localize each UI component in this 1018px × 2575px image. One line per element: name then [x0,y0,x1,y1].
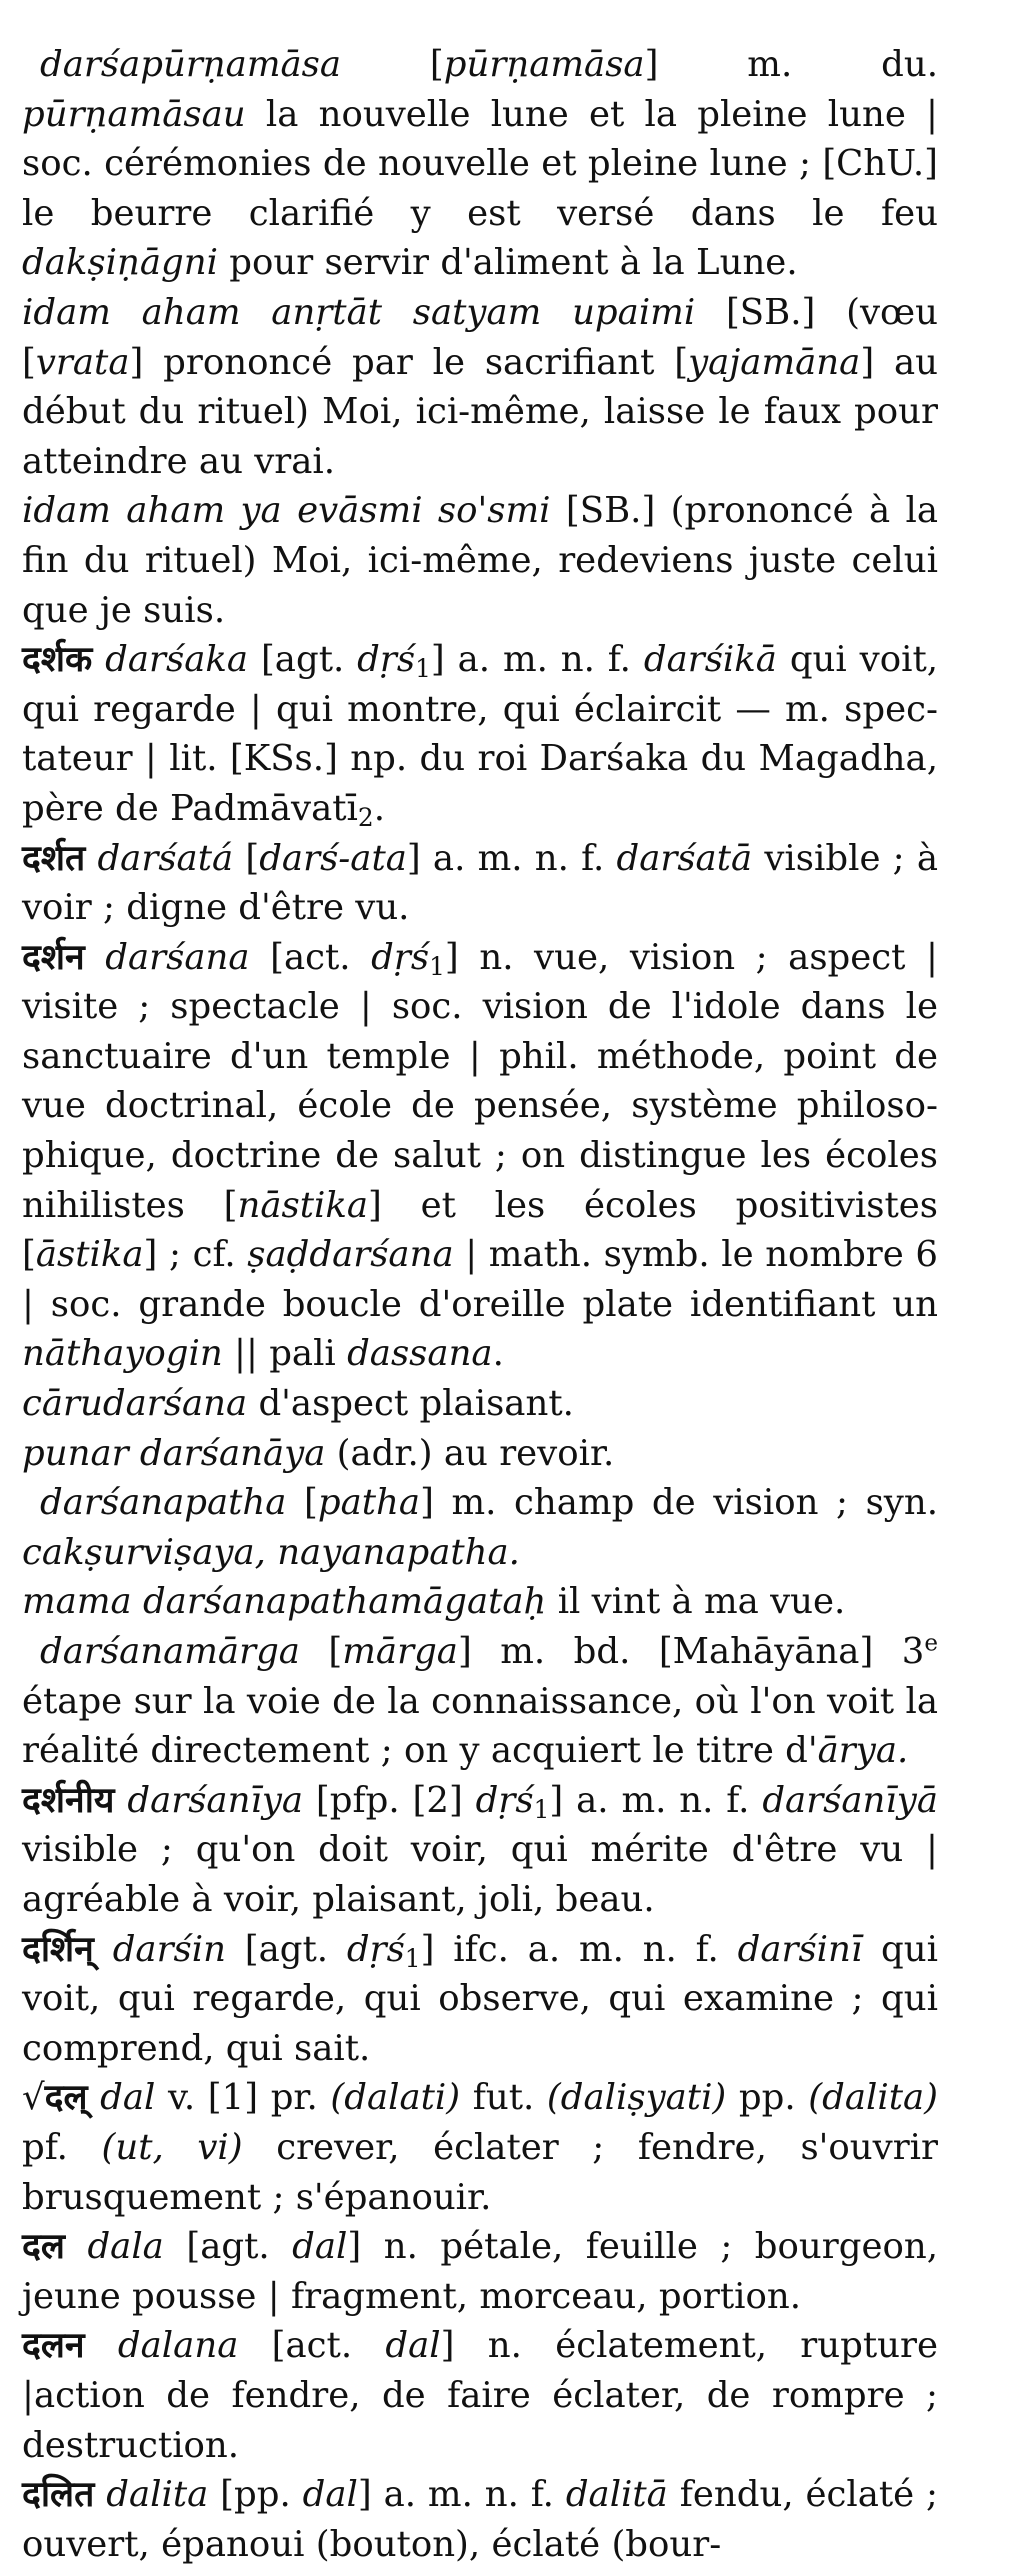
definition: [SB.] (prononcé à la fin du rituel) Moi, ici-même, redeviens juste celui que je suis. [22,490,939,631]
entry-darsaka [22,635,938,833]
etymology: pūrṇamāsa [443,44,645,85]
headword: darśaka [105,639,249,681]
superscript: e [924,1630,938,1657]
text: [agt. [248,639,358,681]
subscript: 1 [429,951,445,981]
text: fut. [460,2077,547,2119]
entry-darsata [22,834,938,933]
root: dṛś [371,936,430,978]
entry-darsin [22,1925,938,2074]
root: dal [385,2325,441,2367]
entry-dalita [22,2470,938,2569]
text: . [492,1333,504,1375]
entry-idam-aham-anrtat [22,288,938,486]
text: ] ; cf. [143,1234,248,1276]
root: dṛś [346,1928,405,1970]
text: ] a. m. n. f. [549,1779,763,1821]
text: ] a. m. n. f. [430,639,644,681]
term: nāstika [237,1184,369,1226]
term: vrata [35,341,130,383]
definition: il vint à ma vue. [546,1581,846,1623]
etymology: patha [317,1482,421,1524]
form: (daliṣyati) [546,2077,727,2119]
devanagari-headword: दर्शक [22,639,93,681]
form: (ut, vi) [101,2126,243,2168]
term: dakṣiṇāgni [22,242,218,284]
definition: visible ; à voir ; digne d'être vu. [22,837,938,929]
definition: | math. symb. le nombre 6 | soc. grande boucle d'oreille plate identifiant un [22,1234,938,1325]
text: [agt. [163,2226,293,2268]
definition: qui voit, qui regarde | qui montre, qui éclaircit — m. spectateur | lit. [KSs.] np. du roi Darśaka du Magadha, père de Padmāvatī [22,639,938,829]
headword: dalana [117,2325,239,2367]
text: pf. [22,2126,102,2168]
definition: visible ; qu'on doit voir, qui mérite d'être vu | agréable à voir, plaisant, joli, beau. [22,1829,938,1920]
definition: étape sur la voie de la connaissance, où l'on voit la réalité directement ; on y acquiert le titre d' [22,1680,938,1772]
form: dalitā [565,2474,668,2516]
text: [pp. [208,2474,303,2516]
text: [ [286,1482,318,1524]
entry-idam-aham-ya [22,486,938,635]
term: āstika [35,1234,144,1276]
text: ] ifc. a. m. n. f. [420,1928,738,1970]
text: [agt. [225,1928,347,1970]
definition: ] m. bd. [Mahāyāna] 3 [457,1631,925,1672]
term: ārya. [817,1730,909,1772]
root: dṛś [475,1779,534,1821]
text: [act. [238,2325,386,2367]
headword: darśapūrṇamāsa [40,44,342,85]
headword: darśanamārga [40,1631,300,1672]
entry-punar-darsanaya [22,1429,938,1479]
form: darśatā [616,837,753,879]
headword: darśanapatha [40,1482,287,1524]
devanagari-headword: दर्शन [22,936,85,978]
subscript: 1 [533,1794,550,1824]
definition: la nouvelle lune et la pleine lune | soc. cérémonies de nouvelle et pleine lune ; [ChU.] le beurre clarifié y est versé dans le feu [22,93,938,234]
definition: ] n. éclatement, rupture |action de fendre, de faire éclater, de rompre ; destruction. [22,2325,938,2466]
devanagari-headword: दर्शिन् [22,1928,94,1970]
root-sign: √ [22,2077,45,2119]
text: pp. [726,2077,809,2119]
text: ] a. m. n. f. [357,2474,566,2516]
text: v. [1] pr. [155,2077,331,2119]
etymology: darś-ata [259,837,407,879]
text: ] m. du. [644,44,938,85]
phrase: mama darśanapathamāgataḥ [22,1581,547,1623]
definition: ] m. champ de vision ; syn. [420,1482,938,1524]
form: pūrṇamāsau [22,93,246,135]
entry-darsanapatha [22,1478,938,1577]
form: (dalita) [808,2077,938,2119]
term: ṣaḍdarśana [247,1234,454,1276]
headword: darśana [105,936,250,978]
subscript: 2 [357,803,374,833]
definition: crever, éclater ; fendre, s'ouvrir brusquement ; s'épanouir. [22,2126,939,2218]
entry-darsanamarga [22,1627,938,1776]
text: ] a. m. n. f. [406,837,617,879]
entry-carudarsana [22,1379,938,1429]
definition: d'aspect plaisant. [247,1383,574,1425]
text: [ [341,44,444,85]
text: [act. [249,936,372,978]
headword: darśanīya [127,1779,304,1821]
entry-mama [22,1577,938,1627]
etymology: mārga [342,1631,458,1672]
devanagari-headword: दर्शनीय [22,1779,115,1821]
definition: (adr.) au revoir. [325,1432,615,1474]
entry-dalana [22,2321,938,2470]
term: nāthayogin [22,1333,223,1375]
headword: dal [100,2077,156,2119]
headword: dalita [106,2474,209,2516]
phrase: punar darśanāya [22,1432,326,1474]
entry-dala [22,2222,938,2321]
devanagari-headword: दलन [22,2325,85,2367]
text: . [373,787,385,829]
text: [ [233,837,260,879]
text: ] prononcé par le sacrifiant [ [129,341,689,383]
subscript: 1 [404,1943,421,1973]
definition: pour servir d'aliment à la Lune. [217,242,798,284]
form: darśinī [737,1928,863,1970]
subscript: 1 [415,654,431,684]
headword: darśatá [97,837,234,879]
form: darśanīyā [762,1779,938,1821]
entry-darsapurnamasa [22,40,938,288]
devanagari-headword: दलित [22,2474,95,2516]
phrase: idam aham ya evāsmi so'smi [22,490,551,532]
text: || pali [222,1333,348,1375]
definition: ] n. vue, vision ; aspect | visite ; spectacle | soc. vision de l'idole dans le sanctuaire d'un temple | phil. méthode, point de vue doctrinal, école de pensée, système philosophique, doctrine de salut ; on distingue les écoles nihilistes [ [22,936,938,1226]
headword: dala [87,2226,164,2268]
entry-darsana [22,933,938,1379]
devanagari-headword: दल् [44,2077,88,2119]
text: [SB.] (vœu [ [22,291,938,383]
synonyms: cakṣurviṣaya, nayanapatha. [22,1531,520,1573]
phrase: cārudarśana [22,1383,248,1425]
entry-darsaniya [22,1776,938,1925]
devanagari-headword: दर्शत [22,837,86,879]
root: dal [292,2226,348,2268]
definition: ] au début du rituel) Moi, ici-même, laisse le faux pour atteindre au vrai. [22,341,938,482]
phrase: idam aham anṛtāt satyam upaimi [22,291,696,333]
form: darśikā [643,639,777,681]
root: dṛś [357,639,416,681]
term: yajamāna [688,341,861,383]
text: [ [299,1631,343,1672]
text: [pfp. [2] [303,1779,476,1821]
entry-dal [22,2073,938,2222]
definition: qui voit, qui regarde, qui observe, qui examine ; qui comprend, qui sait. [22,1928,938,2069]
text: ] et les écoles positivistes [ [22,1184,938,1276]
form: (dalati) [330,2077,461,2119]
term: dassana [347,1333,493,1375]
definition: fendu, éclaté ; ouvert, épanoui (bouton), éclaté (bour- [22,2474,938,2565]
root: dal [302,2474,358,2516]
definition: ] n. pétale, feuille ; bourgeon, jeune pousse | fragment, morceau, portion. [22,2226,938,2317]
devanagari-headword: दल [22,2226,65,2268]
headword: darśin [112,1928,226,1970]
